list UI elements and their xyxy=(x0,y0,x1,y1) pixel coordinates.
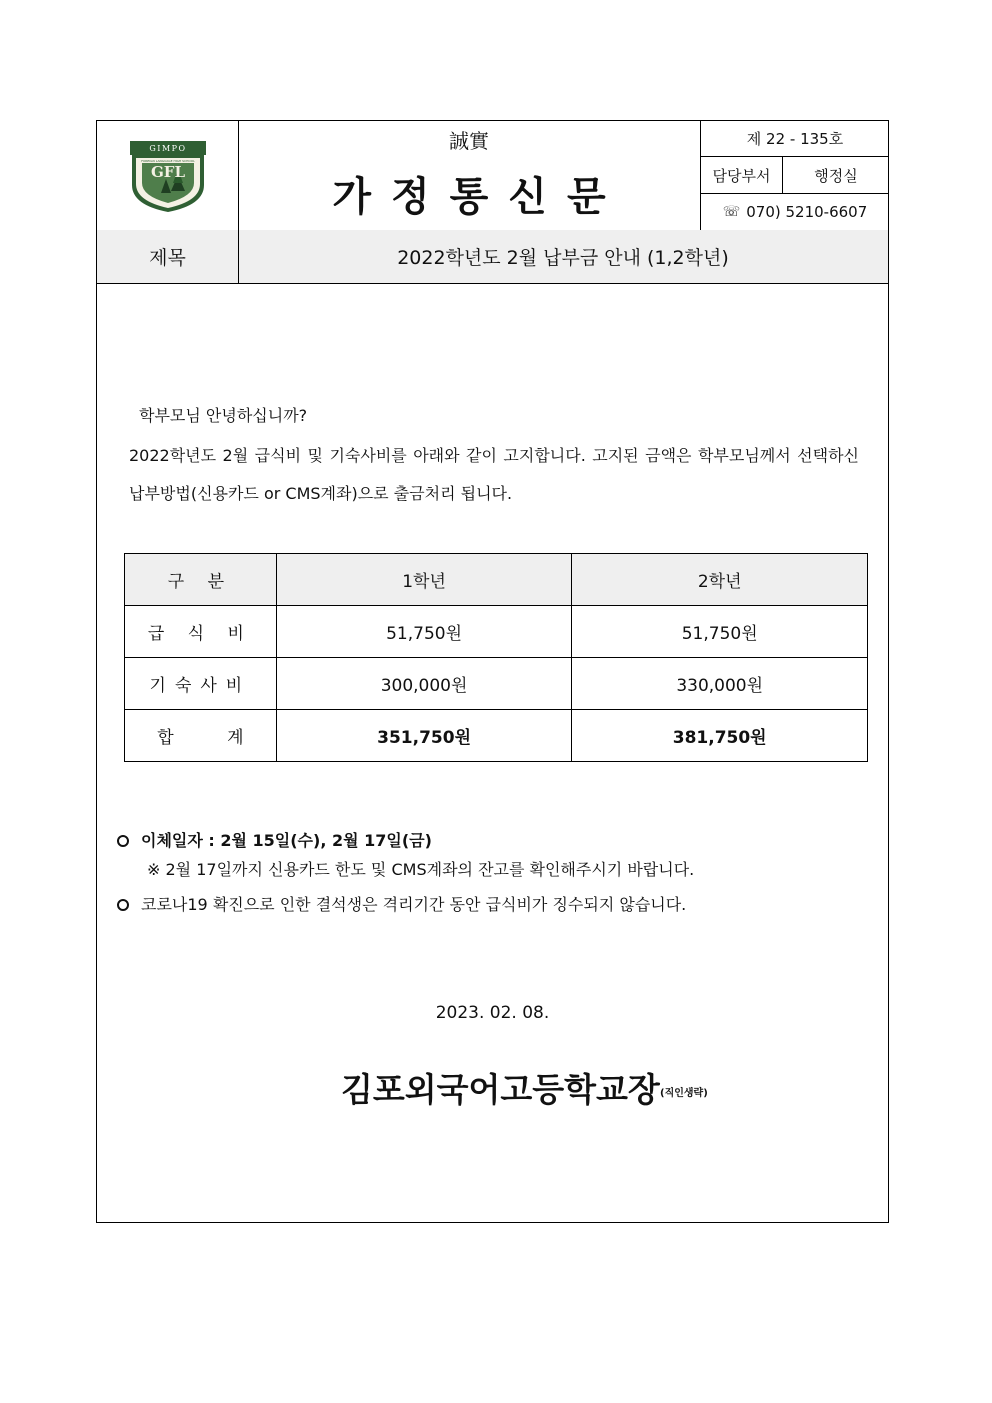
table-row xyxy=(125,658,868,710)
table-header-row xyxy=(125,554,868,606)
notice-document xyxy=(96,120,889,1223)
phone-row xyxy=(701,194,889,230)
grade2-total: 381,750원 xyxy=(572,710,868,762)
header-category: 구 분 xyxy=(125,554,277,606)
grade2-value: 330,000원 xyxy=(572,658,868,710)
phone-icon: ☏ xyxy=(722,204,741,220)
title-cell xyxy=(238,121,700,231)
row-label: 기숙사비 xyxy=(125,658,277,710)
logo-main-text: GFL xyxy=(150,163,186,181)
greeting: 학부모님 안녕하십니까? xyxy=(139,406,308,425)
row-label: 급 식 비 xyxy=(125,606,277,658)
fee-table xyxy=(124,553,868,762)
subject-label: 제목 xyxy=(97,230,239,283)
transfer-date-note xyxy=(117,828,432,851)
table-row-total xyxy=(125,710,868,762)
grade1-total: 351,750원 xyxy=(276,710,572,762)
transfer-date-text: 이체일자 : 2월 15일(수), 2월 17일(금) xyxy=(141,831,432,850)
logo-top-text: GIMPO xyxy=(149,144,187,153)
grade2-value: 51,750원 xyxy=(572,606,868,658)
department-value: 행정실 xyxy=(814,166,858,185)
header-grade2: 2학년 xyxy=(572,554,868,606)
transfer-remark: ※ 2월 17일까지 신용카드 한도 및 CMS계좌의 잔고를 확인해주시기 바랍니다. xyxy=(147,860,695,879)
covid-note xyxy=(117,892,686,915)
doc-number: 제 22 - 135호 xyxy=(701,121,889,157)
circle-bullet-icon xyxy=(117,835,129,847)
phone-number: 070) 5210-6607 xyxy=(746,203,868,221)
logo-sub-text: FOREIGN LANGUAGE HIGH SCHOOL xyxy=(141,159,195,163)
signer-name: 김포외국어고등학교장 xyxy=(341,1070,660,1109)
header-table xyxy=(97,121,888,284)
logo-cell xyxy=(97,121,239,231)
grade1-value: 51,750원 xyxy=(276,606,572,658)
header-grade1: 1학년 xyxy=(276,554,572,606)
table-row xyxy=(125,606,868,658)
circle-bullet-icon xyxy=(117,899,129,911)
motto: 誠實 xyxy=(449,129,489,153)
department-row xyxy=(701,157,889,194)
row-label: 합 계 xyxy=(125,710,277,762)
department-label: 담당부서 xyxy=(701,157,783,193)
grade1-value: 300,000원 xyxy=(276,658,572,710)
seal-omitted-note: (직인생략) xyxy=(660,1088,708,1099)
intro-paragraph: 2022학년도 2월 급식비 및 기숙사비를 아래와 같이 고지합니다. 고지된 금액은 학부모님께서 선택하신 납부방법(신용카드 or CMS계좌)으로 출금처리 됩니다. xyxy=(129,446,859,503)
subject-text: 2022학년도 2월 납부금 안내 (1,2학년) xyxy=(397,247,729,269)
subject-row xyxy=(97,230,888,284)
document-title: 가정통신문 xyxy=(332,174,626,220)
covid-note-text: 코로나19 확진으로 인한 결석생은 격리기간 동안 급식비가 징수되지 않습니다. xyxy=(141,895,687,914)
school-logo xyxy=(130,141,206,213)
issue-date: 2023. 02. 08. xyxy=(435,1003,550,1023)
meta-cell xyxy=(700,121,889,231)
